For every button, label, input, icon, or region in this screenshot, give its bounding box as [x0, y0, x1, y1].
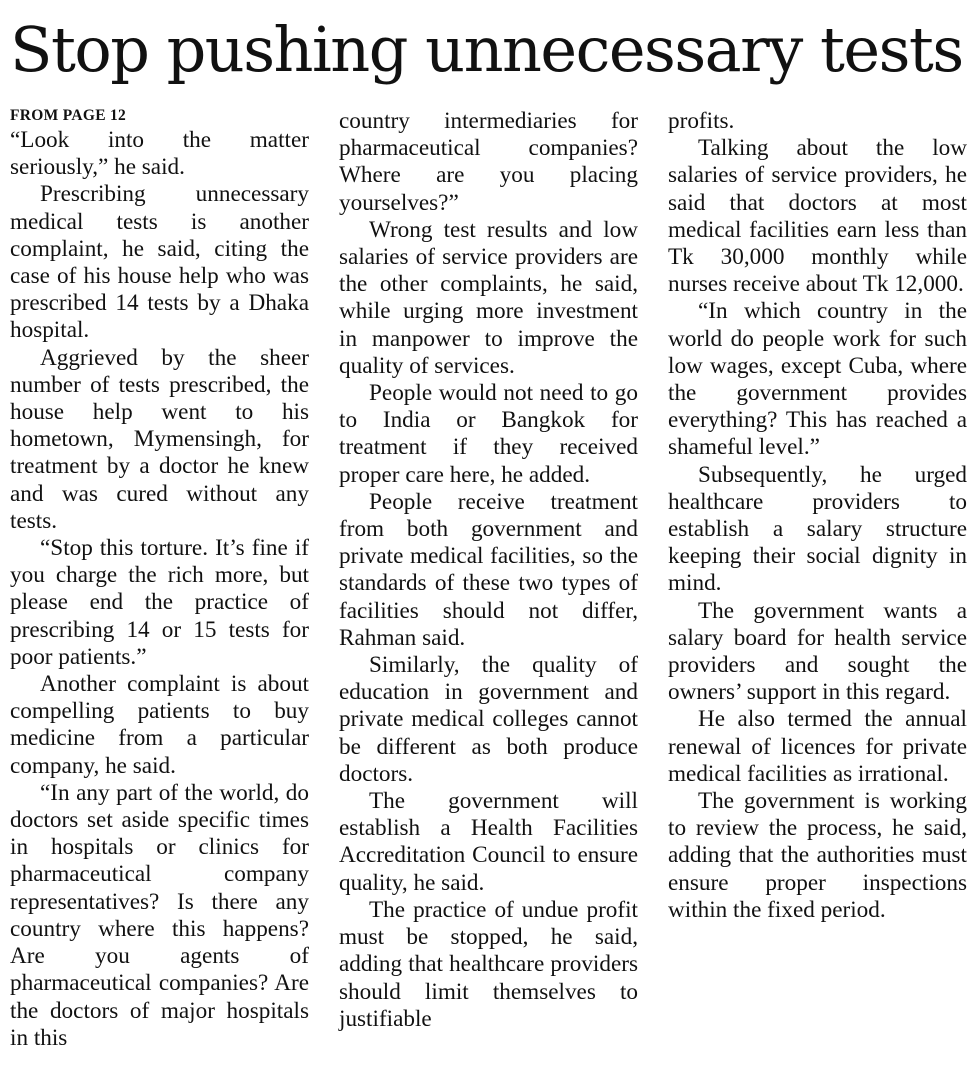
paragraph: Aggrieved by the sheer number of tests prescribed, the house help went to his hometown, Mymensingh, for treatment by a doctor he knew and was cured without any tests. — [10, 344, 309, 534]
paragraph-continuation: profits. — [668, 108, 735, 134]
paragraph: He also termed the annual renewal of licences for private medical facilities as irrational. — [668, 706, 967, 787]
paragraph: Wrong test results and low salaries of service providers are the other complaints, he said, while urging more investment in manpower to improve the quality of services. — [339, 216, 638, 379]
paragraph: People receive treatment from both government and private medical facilities, so the standards of these two types of facilities should not differ, Rahman said. — [339, 488, 638, 651]
article-column-3 — [668, 108, 967, 924]
paragraph: The government wants a salary board for health service providers and sought the owners’ support in this regard. — [668, 597, 967, 706]
paragraph: Subsequently, he urged healthcare providers to establish a salary structure keeping their social dignity in mind. — [668, 461, 967, 597]
paragraph: Prescribing unnecessary medical tests is another complaint, he said, citing the case of his house help who was prescribed 14 tests by a Dhaka hospital. — [10, 181, 309, 344]
paragraph: “Look into the matter seriously,” he said. — [10, 127, 309, 181]
article-column-1 — [10, 105, 309, 1052]
jump-line: FROM PAGE 12 — [10, 107, 127, 124]
paragraph: Similarly, the quality of education in government and private medical colleges cannot be different as both produce doctors. — [339, 652, 638, 787]
paragraph: The government will establish a Health Facilities Accreditation Council to ensure quality, he said. — [339, 788, 638, 896]
paragraph: Talking about the low salaries of service providers, he said that doctors at most medical facilities earn less than Tk 30,000 monthly while nurses receive about Tk 12,000. — [668, 135, 967, 298]
paragraph: People would not need to go to India or Bangkok for treatment if they received proper care here, he added. — [339, 380, 638, 488]
paragraph: “Stop this torture. It’s fine if you charge the rich more, but please end the practice of prescribing 14 or 15 tests for poor patients.” — [10, 535, 309, 670]
paragraph: Another complaint is about compelling patients to buy medicine from a particular company, he said. — [10, 671, 309, 779]
paragraph-continuation: country intermediaries for pharmaceutical companies? Where are you placing yourselves?” — [339, 108, 638, 216]
article-column-2 — [339, 108, 638, 1033]
paragraph: “In which country in the world do people work for such low wages, except Cuba, where the government provides everything? This has reached a shameful level.” — [668, 298, 967, 461]
paragraph: The government is working to review the process, he said, adding that the authorities must ensure proper inspections within the fixed period. — [668, 788, 967, 923]
paragraph: “In any part of the world, do doctors set aside specific times in hospitals or clinics for pharmaceutical company representatives? Is there any country where this happens? Are you agents of pharmaceutical companies? Are the doctors of major hospitals in this — [10, 779, 309, 1051]
headline: Stop pushing unnecessary tests — [10, 13, 963, 86]
paragraph: The practice of undue profit must be stopped, he said, adding that healthcare providers should limit themselves to justifiable — [339, 896, 638, 1032]
